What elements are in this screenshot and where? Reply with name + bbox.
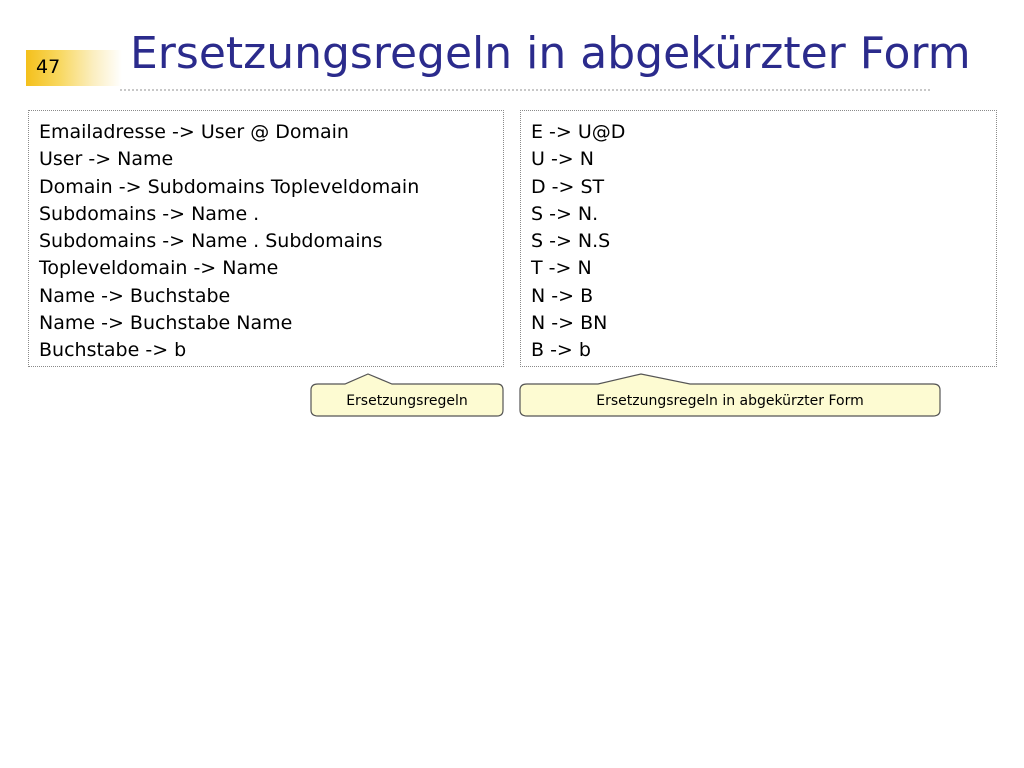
- rule-line: N -> B: [531, 284, 594, 307]
- rule-line: B -> b: [531, 339, 591, 362]
- rule-line: N -> BN: [531, 312, 608, 335]
- rule-line: D -> ST: [531, 175, 605, 198]
- rule-line: S -> N.: [531, 202, 599, 225]
- rule-line: U -> N: [531, 148, 594, 171]
- rule-line: T -> N: [531, 257, 592, 280]
- slide-number: 47: [36, 56, 61, 78]
- rule-line: Domain -> Subdomains Topleveldomain: [39, 175, 420, 198]
- rule-line: E -> U@D: [531, 121, 626, 143]
- rule-line: Name -> Buchstabe Name: [39, 312, 293, 335]
- callout-right-label: Ersetzungsregeln in abgekürzter Form: [596, 393, 864, 409]
- rule-line: S -> N.S: [531, 230, 611, 253]
- slide-title: Ersetzungsregeln in abgekürzter Form: [130, 28, 971, 79]
- rule-line: User -> Name: [39, 148, 174, 171]
- rule-line: Name -> Buchstabe: [39, 284, 231, 307]
- rule-line: Emailadresse -> User @ Domain: [39, 121, 349, 143]
- rule-line: Subdomains -> Name . Subdomains: [39, 230, 383, 253]
- rule-line: Topleveldomain -> Name: [39, 257, 279, 280]
- rule-line: Subdomains -> Name .: [39, 202, 260, 225]
- callout-left-label: Ersetzungsregeln: [346, 393, 468, 409]
- rule-line: Buchstabe -> b: [39, 339, 187, 362]
